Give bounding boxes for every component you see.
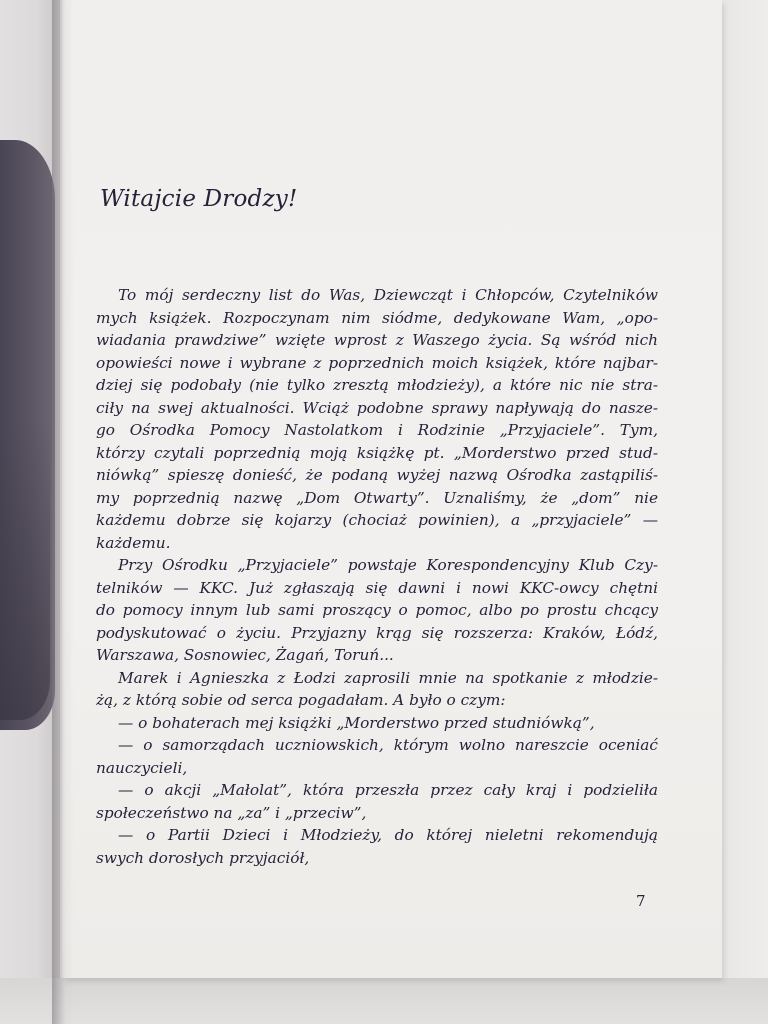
text-line: żą, z którą sobie od serca pogadałam. A było o czym: <box>96 691 506 709</box>
text-line: Warszawa, Sosnowiec, Żagań, Toruń... <box>96 646 394 664</box>
text-line: Marek i Agnieszka z Łodzi zaprosili mnie na spotkanie z młodzie- <box>118 668 658 687</box>
body-text <box>96 284 658 869</box>
text-line: opowieści nowe i wybrane z poprzednich moich książek, które najbar- <box>96 353 658 372</box>
text-line: wiadania prawdziwe” wzięte wprost z Waszego życia. Są wśród nich <box>96 331 658 349</box>
text-line: Przy Ośrodku „Przyjaciele” powstaje Korespondencyjny Klub Czy- <box>118 556 658 574</box>
book-gutter-shadow <box>52 0 74 1024</box>
text-line: niówką” spieszę donieść, że podaną wyżej nazwą Ośrodka zastąpiliś- <box>96 466 658 484</box>
text-line: telników — KKC. Już zgłaszają się dawni i nowi KKC-owcy chętni <box>96 578 658 597</box>
text-line: którzy czytali poprzednią moją książkę pt. „Morderstwo przed stud- <box>96 443 658 462</box>
text-line: To mój serdeczny list do Was, Dziewcząt i Chłopców, Czytelników <box>118 286 658 304</box>
page-number: 7 <box>636 892 646 910</box>
text-line: nauczycieli, <box>96 758 188 777</box>
background-surface <box>0 978 768 1024</box>
text-line: ciły na swej aktualności. Wciąż podobne sprawy napływają do nasze- <box>96 398 658 417</box>
text-line: — o Partii Dzieci i Młodzieży, do której nieletni rekomendują <box>118 826 658 844</box>
text-line: społeczeństwo na „za” i „przeciw”, <box>96 803 367 822</box>
text-line: mych książek. Rozpoczynam nim siódme, dedykowane Wam, „opo- <box>96 308 658 327</box>
text-line: — o bohaterach mej książki „Morderstwo przed studniówką”, <box>118 713 595 732</box>
text-line: każdemu. <box>96 533 171 552</box>
text-line: swych dorosłych przyjaciół, <box>96 848 310 867</box>
text-line: — o akcji „Małolat”, która przeszła przez cały kraj i podzieliła <box>118 781 658 799</box>
text-line: my poprzednią nazwę „Dom Otwarty”. Uznaliśmy, że „dom” nie <box>96 488 658 507</box>
chapter-heading: Witajcie Drodzy! <box>100 186 298 212</box>
text-line: go Ośrodka Pomocy Nastolatkom i Rodzinie „Przyjaciele”. Tym, <box>96 421 658 439</box>
text-line: dziej się podobały (nie tylko zresztą młodzieży), a które nic nie stra- <box>96 376 658 394</box>
text-line: do pomocy innym lub sami proszący o pomoc, albo po prostu chcący <box>96 601 658 619</box>
text-line: podyskutować o życiu. Przyjazny krąg się rozszerza: Kraków, Łódź, <box>96 623 658 642</box>
left-facing-page <box>0 0 60 1024</box>
page-edge <box>720 0 768 1024</box>
text-line: — o samorządach uczniowskich, którym wolno nareszcie oceniać <box>118 736 658 754</box>
left-page-photograph-shade <box>0 420 50 720</box>
text-line: każdemu dobrze się kojarzy (chociaż powinien), a „przyjaciele” — <box>96 511 658 529</box>
